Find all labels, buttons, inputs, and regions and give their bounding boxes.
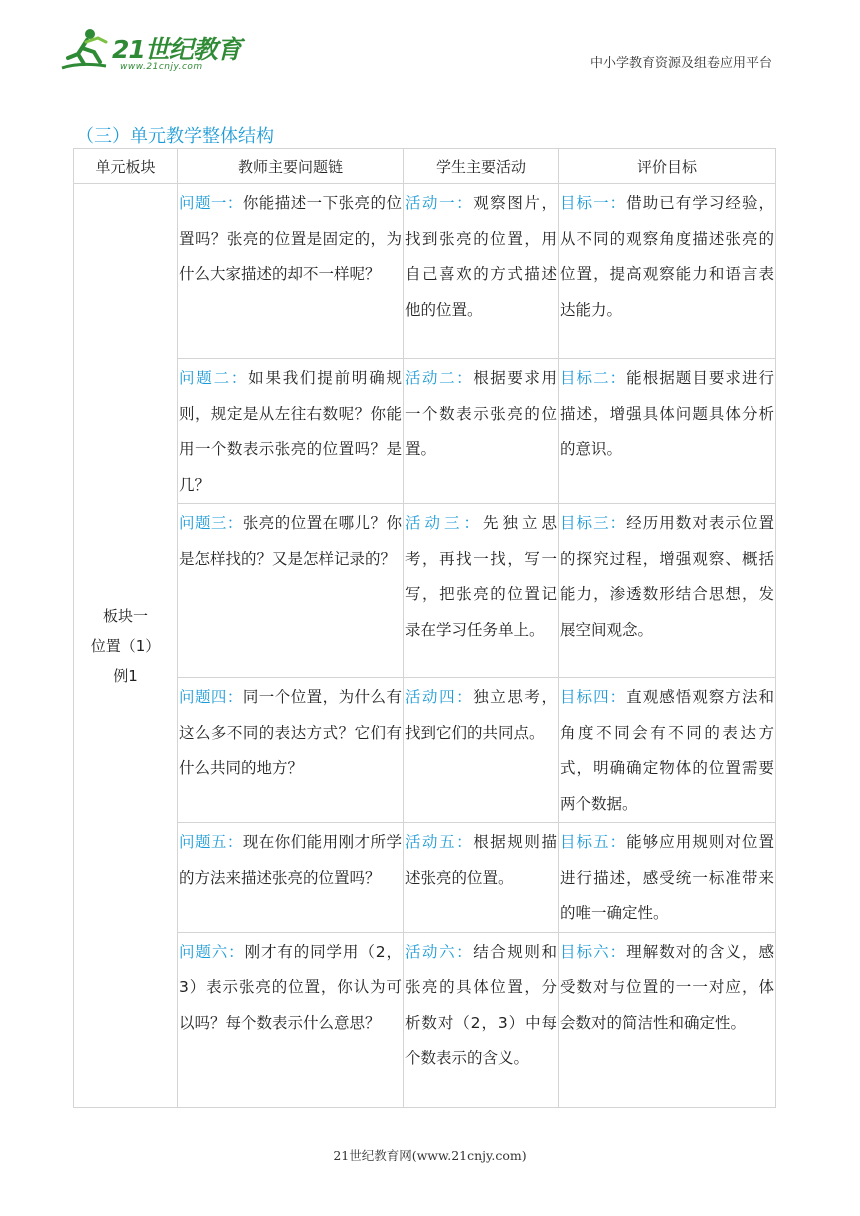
- goal-label: 目标六：: [560, 942, 627, 961]
- question-text: 同一个位置，为什么有这么多不同的表达方式？它们有什么共同的地方？: [179, 688, 402, 777]
- goal-text: 经历用数对表示位置的探究过程，增强观察、概括能力，渗透数形结合思想，发展空间观念。: [560, 514, 774, 639]
- unit-structure-table: [73, 148, 776, 1108]
- table-row: [74, 504, 776, 678]
- table-row: [74, 932, 776, 1107]
- block-example: 例1: [113, 667, 138, 686]
- goal-cell: [559, 184, 776, 359]
- header-teacher-questions: 教师主要问题链: [178, 149, 404, 184]
- activity-label: 活动六：: [405, 942, 474, 961]
- unit-block-cell: [74, 184, 178, 1108]
- question-cell: [178, 504, 404, 678]
- page-footer[interactable]: 21世纪教育网(www.21cnjy.com): [333, 1148, 527, 1163]
- question-text: 张亮的位置在哪儿？你是怎样找的？又是怎样记录的？: [179, 514, 402, 568]
- logo-url: www.21cnjy.com: [120, 62, 203, 72]
- question-cell: [178, 823, 404, 933]
- goal-label: 目标一：: [560, 194, 627, 212]
- goal-text: 能根据题目要求进行描述，增强具体问题具体分析的意识。: [560, 369, 774, 458]
- header-unit-block: 单元板块: [74, 149, 178, 184]
- activity-text: 根据规则描述张亮的位置。: [405, 833, 557, 887]
- activity-cell: [404, 359, 559, 504]
- activity-label: 活动二：: [405, 369, 474, 387]
- header-evaluation-goals: 评价目标: [559, 149, 776, 184]
- goal-text: 能够应用规则对位置进行描述，感受统一标准带来的唯一确定性。: [560, 833, 774, 922]
- activity-text: 先独立思考，再找一找，写一写，把张亮的位置记录在学习任务单上。: [405, 514, 557, 639]
- activity-label: 活动一：: [405, 194, 474, 212]
- goal-text: 理解数对的含义，感受数对与位置的一一对应，体会数对的简洁性和确定性。: [560, 942, 774, 1032]
- table-header-row: [74, 149, 776, 184]
- activity-cell: [404, 184, 559, 359]
- activity-text: 根据要求用一个数表示张亮的位置。: [405, 369, 557, 458]
- activity-text: 独立思考，找到它们的共同点。: [405, 688, 557, 742]
- goal-label: 目标二：: [560, 369, 627, 387]
- activity-cell: [404, 504, 559, 678]
- question-cell: [178, 359, 404, 504]
- goal-label: 目标三：: [560, 514, 627, 532]
- section-title: （三）单元教学整体结构: [76, 126, 274, 147]
- platform-name: 中小学教育资源及组卷应用平台: [589, 56, 772, 71]
- table-row: [74, 823, 776, 933]
- question-label: 问题六：: [179, 942, 245, 961]
- runner-logo-icon: [60, 28, 112, 74]
- question-cell: [178, 184, 404, 359]
- activity-cell: [404, 932, 559, 1107]
- question-text: 如果我们提前明确规则，规定是从左往右数呢？你能用一个数表示张亮的位置吗？是几？: [179, 369, 402, 494]
- question-cell: [178, 678, 404, 823]
- block-topic: 位置（1）: [90, 637, 161, 656]
- goal-cell: [559, 932, 776, 1107]
- question-label: 问题四：: [179, 688, 243, 706]
- goal-cell: [559, 823, 776, 933]
- question-text: 你能描述一下张亮的位置吗？张亮的位置是固定的，为什么大家描述的却不一样呢？: [179, 194, 402, 283]
- question-label: 问题一：: [179, 194, 243, 212]
- goal-cell: [559, 504, 776, 678]
- activity-text: 结合规则和张亮的具体位置，分析数对（2，3）中每个数表示的含义。: [405, 942, 557, 1067]
- goal-cell: [559, 359, 776, 504]
- goal-label: 目标五：: [560, 833, 627, 851]
- question-text: 现在你们能用刚才所学的方法来描述张亮的位置吗？: [179, 833, 402, 887]
- activity-label: 活动四：: [405, 688, 474, 706]
- site-logo[interactable]: [60, 28, 241, 76]
- question-label: 问题二：: [179, 369, 249, 387]
- goal-label: 目标四：: [560, 688, 627, 706]
- activity-cell: [404, 823, 559, 933]
- question-text: 刚才有的同学用（2，3）表示张亮的位置，你认为可以吗？每个数表示什么意思？: [179, 942, 402, 1032]
- question-cell: [178, 932, 404, 1107]
- activity-text: 观察图片，找到张亮的位置，用自己喜欢的方式描述他的位置。: [405, 194, 557, 319]
- goal-text: 借助已有学习经验，从不同的观察角度描述张亮的位置，提高观察能力和语言表达能力。: [560, 194, 774, 319]
- activity-cell: [404, 678, 559, 823]
- question-label: 问题五：: [179, 833, 243, 851]
- goal-text: 直观感悟观察方法和角度不同会有不同的表达方式，明确确定物体的位置需要两个数据。: [560, 688, 774, 813]
- goal-cell: [559, 678, 776, 823]
- header-student-activities: 学生主要活动: [404, 149, 559, 184]
- logo-text: 21世纪教育: [112, 35, 241, 64]
- activity-label: 活动五：: [405, 833, 474, 851]
- question-label: 问题三：: [179, 514, 243, 532]
- table-row: [74, 359, 776, 504]
- block-name: 板块一: [102, 607, 148, 626]
- table-row: [74, 678, 776, 823]
- activity-label: 活动三：: [405, 514, 483, 532]
- table-row: [74, 184, 776, 359]
